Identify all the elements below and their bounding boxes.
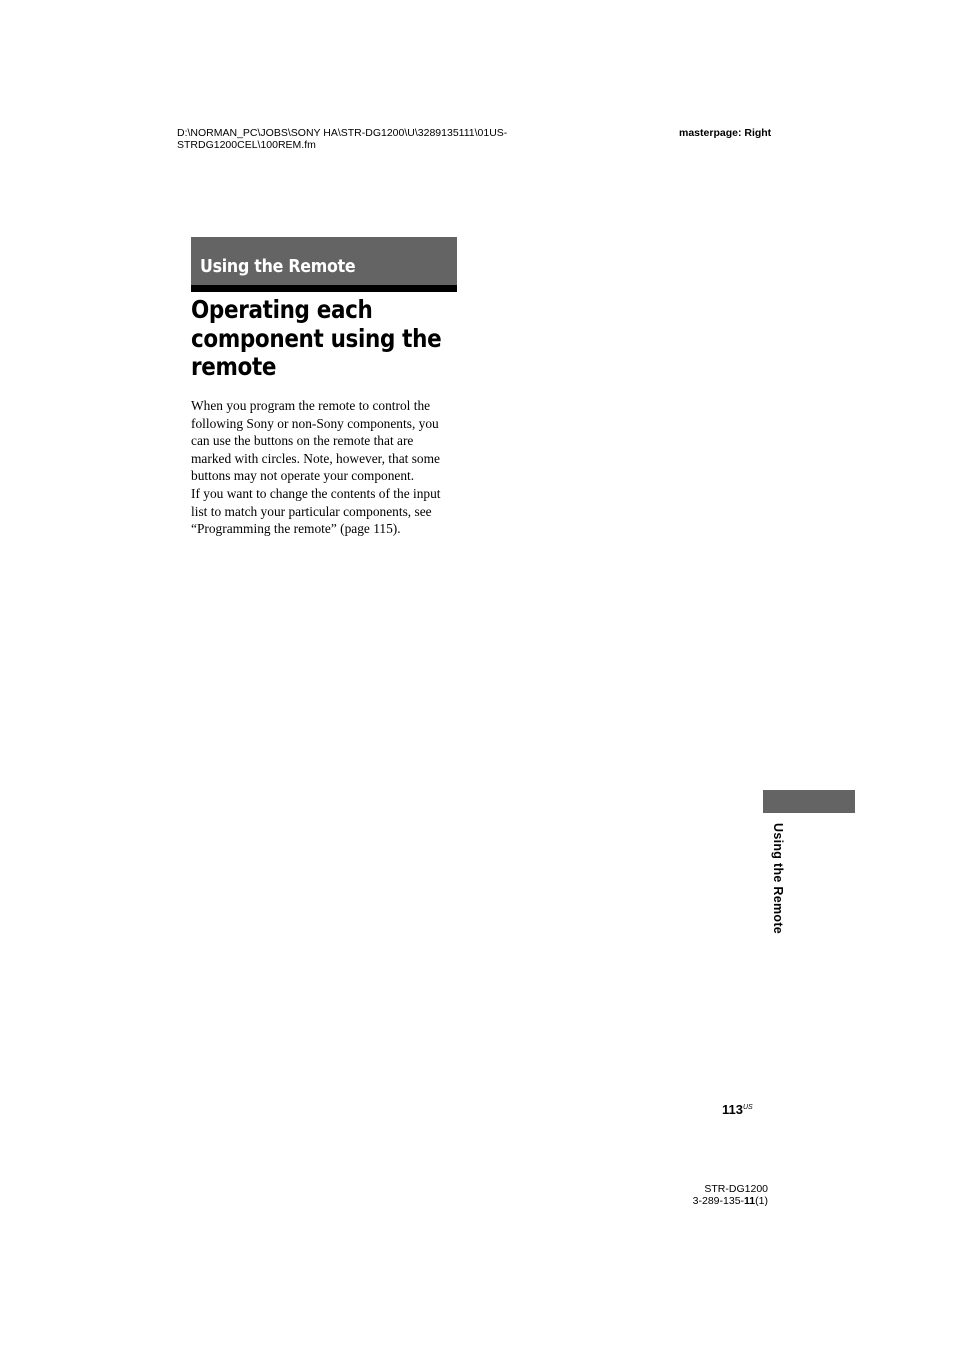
page-title-line: remote bbox=[191, 352, 277, 381]
model-info bbox=[620, 1183, 768, 1207]
body-line: “Programming the remote” (page 115). bbox=[191, 521, 401, 537]
masterpage-label: masterpage: Right bbox=[679, 127, 772, 139]
page-number-value: 113 bbox=[722, 1102, 743, 1117]
body-line: marked with circles. Note, however, that some bbox=[191, 450, 440, 466]
chapter-thumb-tab bbox=[763, 790, 855, 813]
page-number-suffix: US bbox=[742, 1104, 753, 1111]
part-number bbox=[620, 1195, 768, 1207]
section-banner-label: Using the Remote bbox=[200, 256, 356, 277]
model-number: STR-DG1200 bbox=[704, 1183, 768, 1195]
file-path-line-2: STRDG1200CEL\100REM.fm bbox=[177, 139, 316, 151]
body-line: following Sony or non-Sony components, you bbox=[191, 415, 439, 431]
body-paragraph bbox=[191, 397, 466, 538]
body-line: buttons may not operate your component. bbox=[191, 468, 415, 484]
body-line: can use the buttons on the remote that are bbox=[191, 433, 414, 449]
body-line: When you program the remote to control the bbox=[191, 398, 431, 413]
page-title bbox=[191, 296, 449, 382]
page-title-line: component using the bbox=[191, 323, 442, 353]
file-path bbox=[177, 127, 507, 151]
file-path-line-1: D:\NORMAN_PC\JOBS\SONY HA\STR-DG1200\U\3289135111\01US- bbox=[177, 127, 508, 139]
part-number-bold: 11 bbox=[744, 1195, 756, 1207]
banner-rule bbox=[191, 285, 457, 292]
body-line: list to match your particular components, see bbox=[191, 503, 432, 519]
chapter-side-label: Using the Remote bbox=[771, 823, 785, 935]
body-line: If you want to change the contents of the input bbox=[191, 485, 441, 501]
part-number-suffix: (1) bbox=[755, 1195, 768, 1207]
page-number bbox=[722, 1102, 753, 1117]
section-banner bbox=[191, 237, 457, 285]
part-number-prefix: 3-289-135- bbox=[692, 1195, 745, 1207]
page-title-line: Operating each bbox=[191, 295, 373, 324]
